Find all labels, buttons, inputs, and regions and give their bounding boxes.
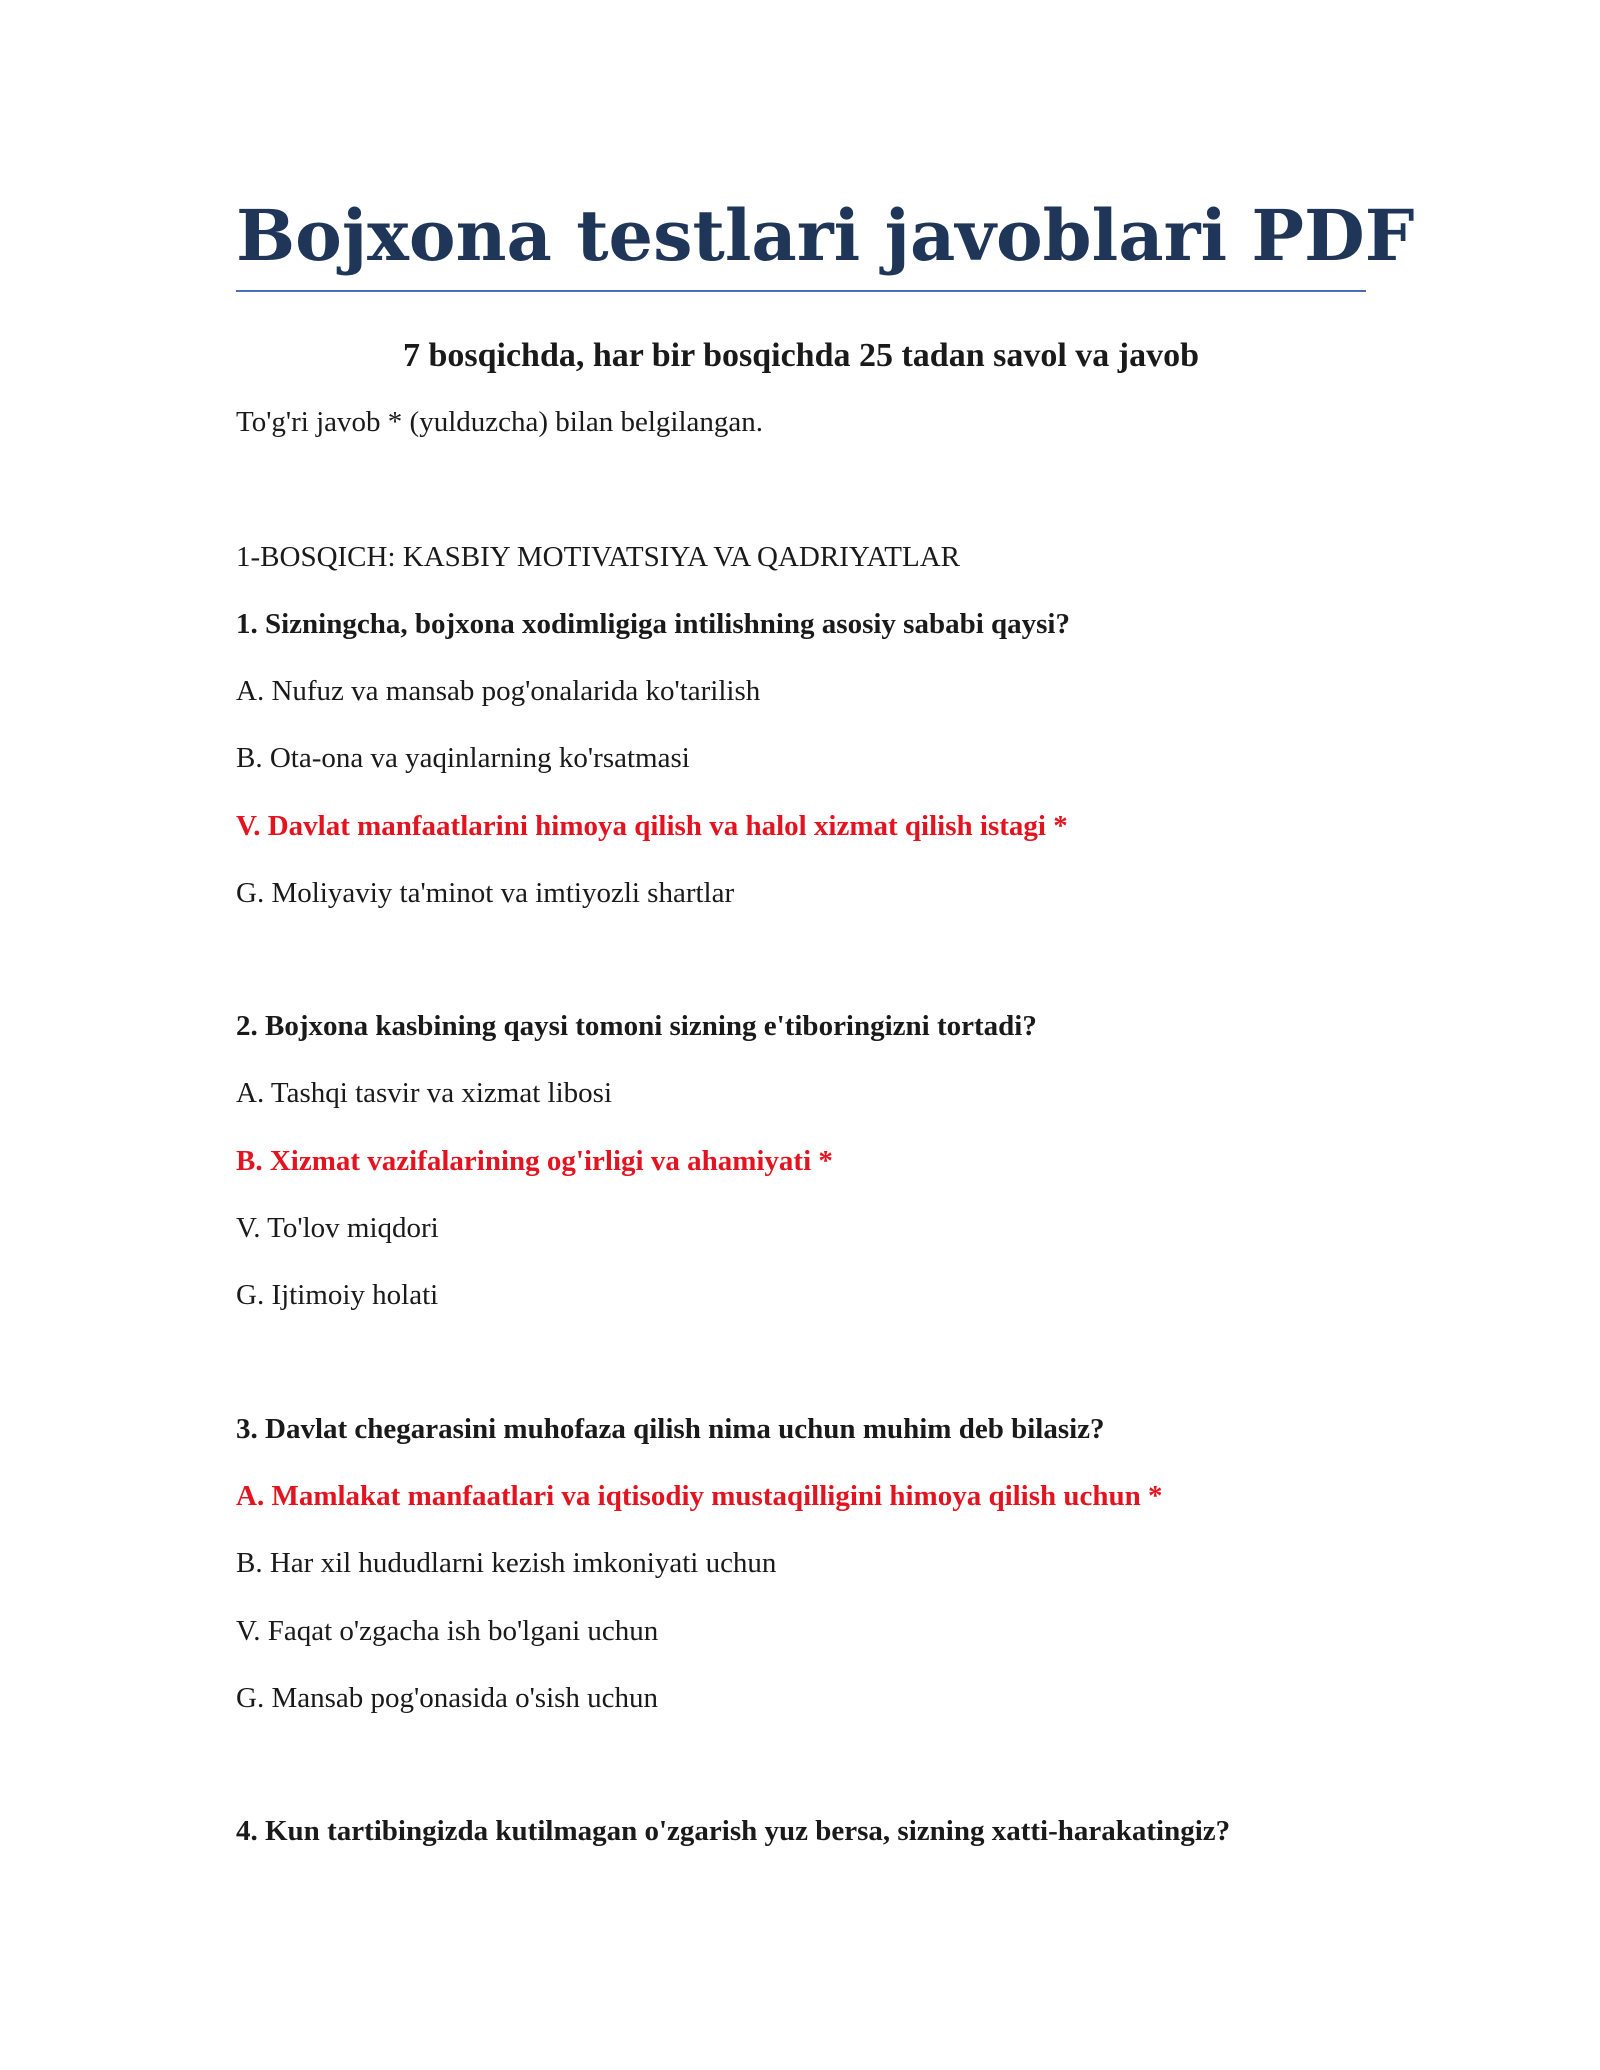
- q3-option-v: V. Faqat o'zgacha ish bo'lgani uchun: [236, 1615, 659, 1647]
- question-3: 3. Davlat chegarasini muhofaza qilish nima uchun muhim deb bilasiz?: [236, 1413, 1105, 1445]
- q1-option-b: B. Ota-ona va yaqinlarning ko'rsatmasi: [236, 742, 690, 774]
- document-title: Bojxona testlari javoblari PDF: [236, 194, 1415, 277]
- q3-option-b: B. Har xil hududlarni kezish imkoniyati uchun: [236, 1547, 777, 1579]
- q2-option-b-correct: B. Xizmat vazifalarining og'irligi va ahamiyati *: [236, 1145, 833, 1177]
- title-underline: [236, 290, 1366, 292]
- q1-option-g: G. Moliyaviy ta'minot va imtiyozli shartlar: [236, 877, 735, 909]
- answer-key-note: To'g'ri javob * (yulduzcha) bilan belgilangan.: [236, 406, 764, 438]
- document-subtitle: 7 bosqichda, har bir bosqichda 25 tadan savol va javob: [402, 337, 1200, 374]
- q2-option-a: A. Tashqi tasvir va xizmat libosi: [236, 1077, 612, 1109]
- q2-option-g: G. Ijtimoiy holati: [236, 1279, 439, 1311]
- q3-option-a-correct: A. Mamlakat manfaatlari va iqtisodiy mustaqilligini himoya qilish uchun *: [236, 1480, 1163, 1512]
- section-heading: 1-BOSQICH: KASBIY MOTIVATSIYA VA QADRIYATLAR: [236, 541, 961, 573]
- q3-option-g: G. Mansab pog'onasida o'sish uchun: [236, 1682, 659, 1714]
- q2-option-v: V. To'lov miqdori: [236, 1212, 439, 1244]
- question-1: 1. Sizningcha, bojxona xodimligiga intilishning asosiy sababi qaysi?: [236, 608, 1070, 640]
- question-4: 4. Kun tartibingizda kutilmagan o'zgarish yuz bersa, sizning xatti-harakatingiz?: [236, 1815, 1231, 1847]
- question-2: 2. Bojxona kasbining qaysi tomoni sizning e'tiboringizni tortadi?: [236, 1010, 1037, 1042]
- q1-option-v-correct: V. Davlat manfaatlarini himoya qilish va halol xizmat qilish istagi *: [236, 810, 1068, 842]
- q1-option-a: A. Nufuz va mansab pog'onalarida ko'tarilish: [236, 675, 761, 707]
